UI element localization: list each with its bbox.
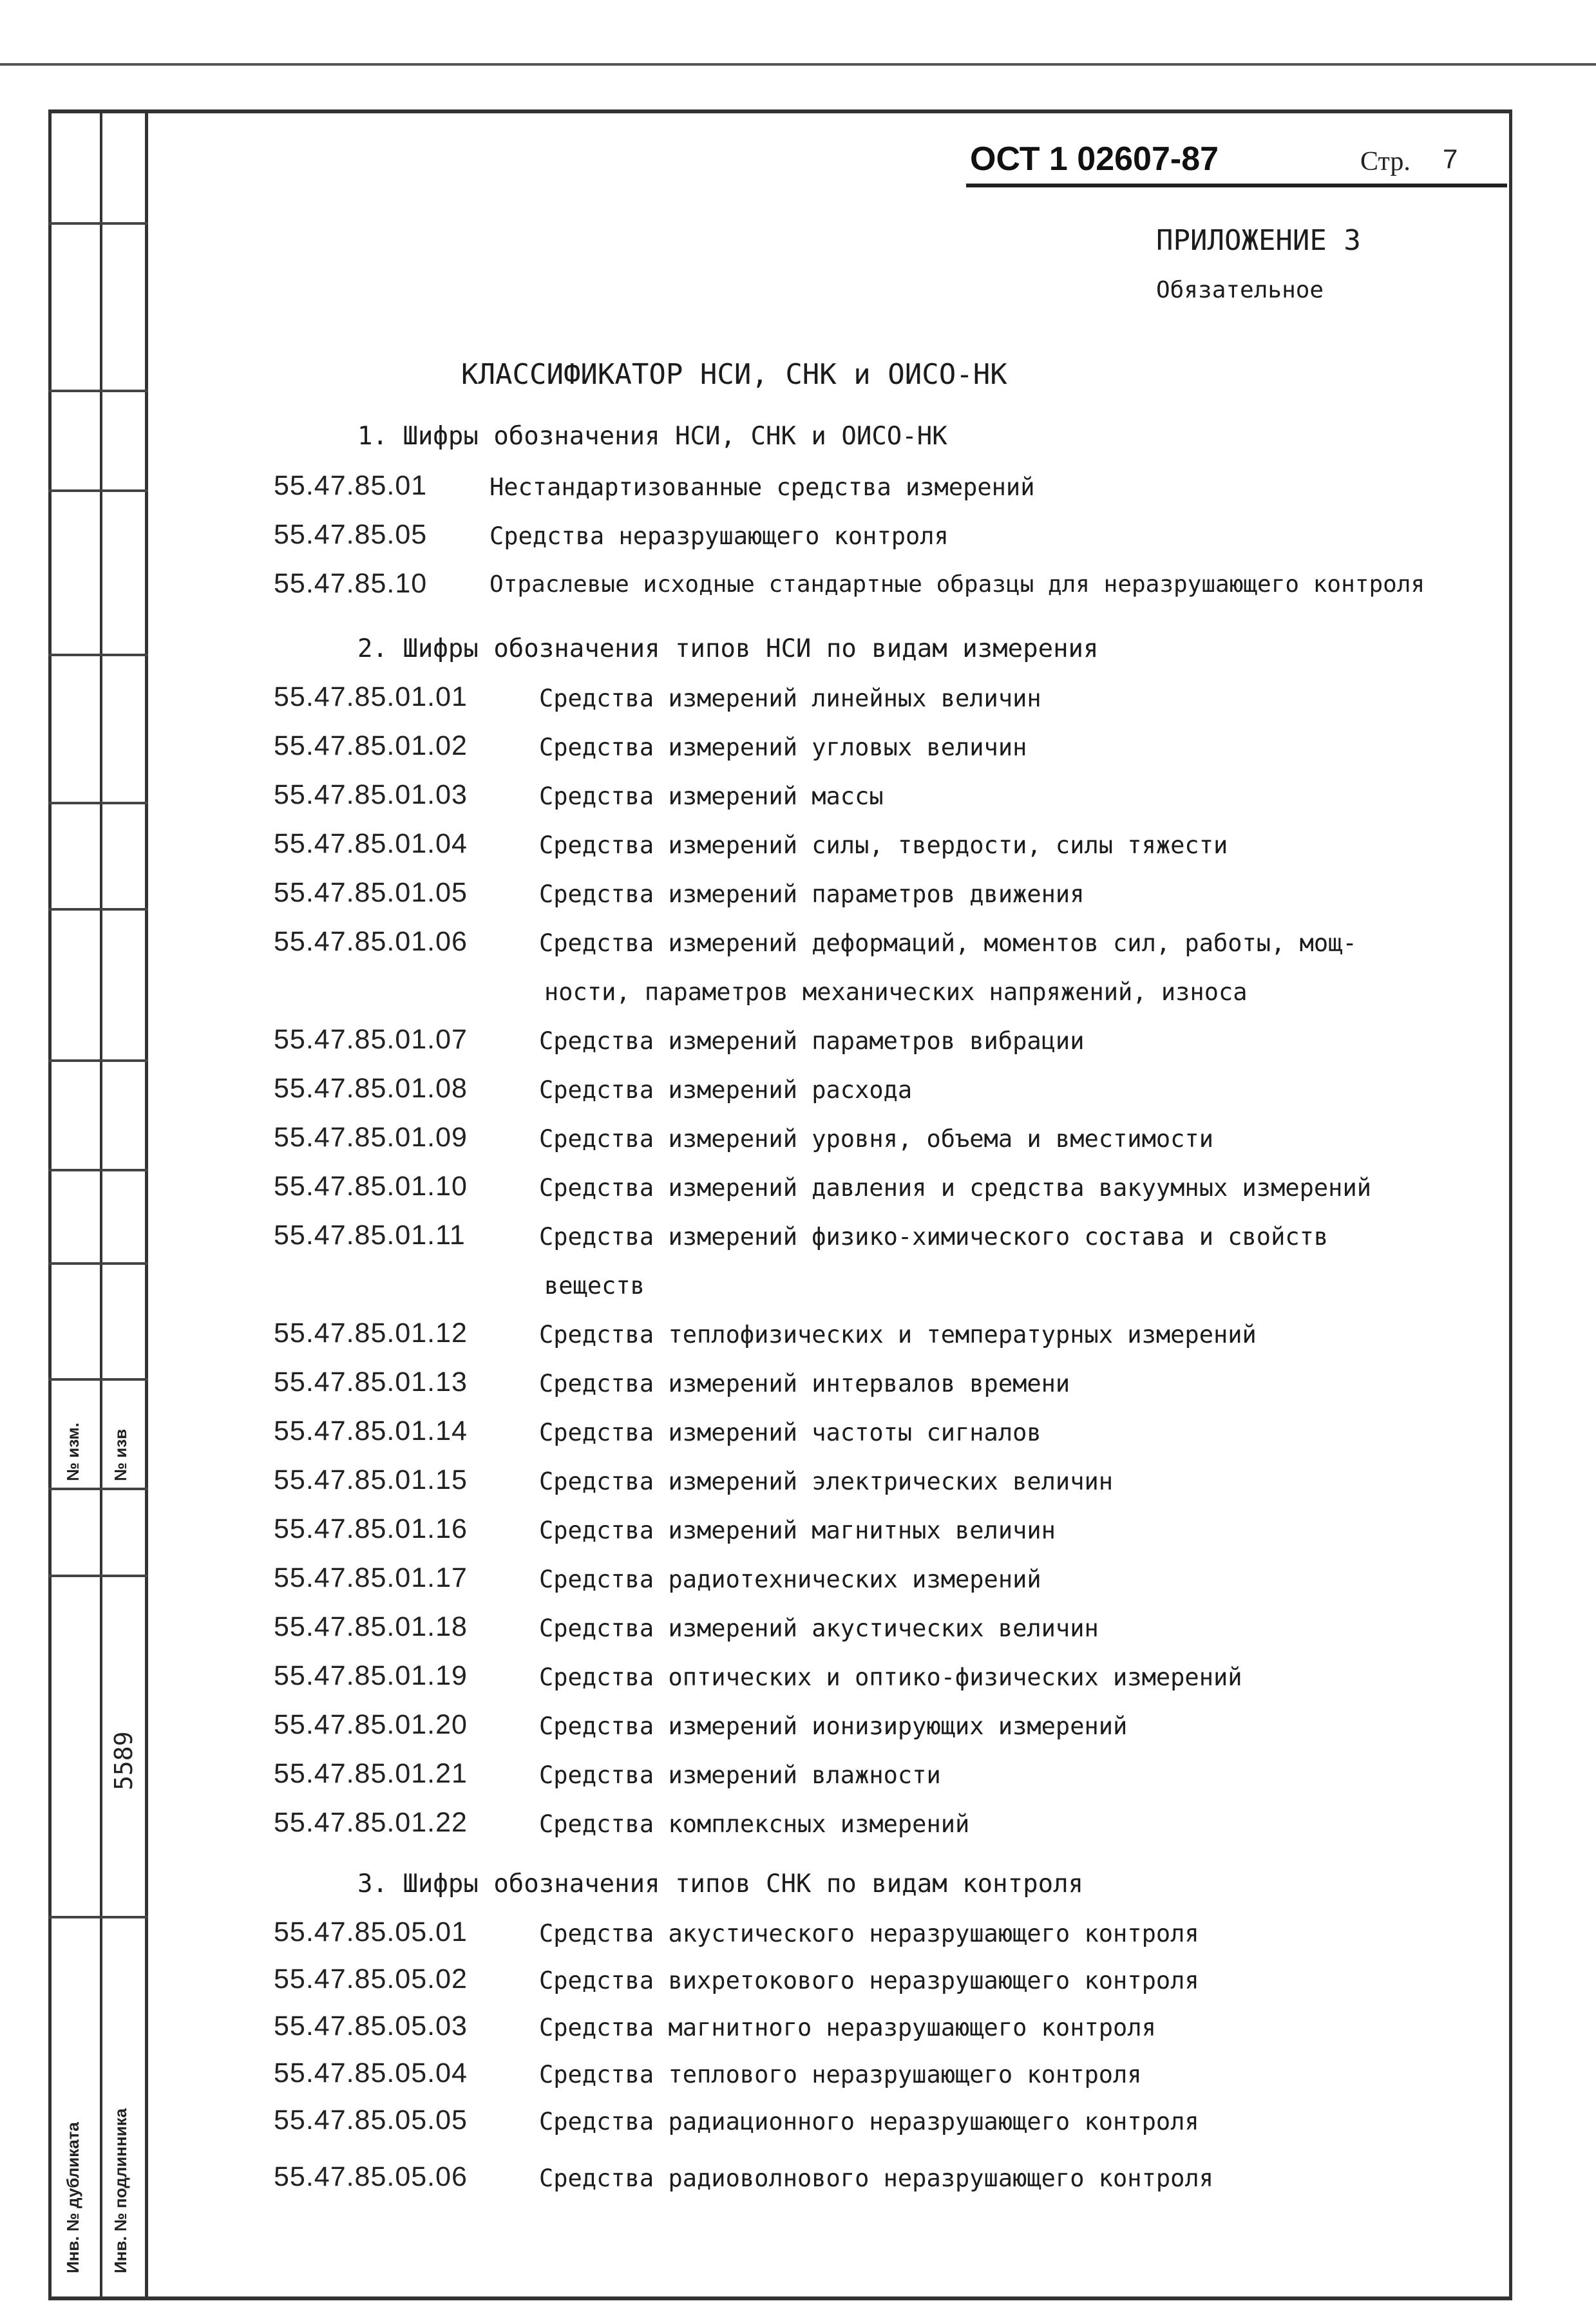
strip-divider xyxy=(48,390,148,392)
classifier-code: 55.47.85.01.16 xyxy=(274,1513,468,1544)
classifier-description: Средства теплофизических и температурных измерений xyxy=(539,1321,1257,1349)
classifier-description: Средства измерений параметров движения xyxy=(539,880,1085,908)
duplicate-inventory-label: Инв. № дубликата xyxy=(63,2122,82,2273)
strip-divider xyxy=(48,1378,148,1381)
strip-divider xyxy=(48,1059,148,1062)
classifier-code: 55.47.85.01.08 xyxy=(274,1073,468,1104)
strip-divider xyxy=(48,908,148,911)
classifier-code: 55.47.85.01.18 xyxy=(274,1611,468,1642)
classifier-code: 55.47.85.01.09 xyxy=(274,1122,468,1153)
classifier-description: Средства измерений интервалов времени xyxy=(539,1370,1070,1397)
classifier-code: 55.47.85.01.07 xyxy=(274,1024,468,1055)
document-header xyxy=(966,132,1507,187)
section-heading: 3. Шифры обозначения типов СНК по видам контроля xyxy=(357,1870,1084,1898)
classifier-code: 55.47.85.01.02 xyxy=(274,730,468,761)
document-code: ОСТ 1 02607-87 xyxy=(970,140,1219,178)
classifier-description: Средства измерений параметров вибрации xyxy=(539,1027,1085,1055)
classifier-code: 55.47.85.10 xyxy=(274,568,428,599)
classifier-description: Средства вихретокового неразрушающего контроля xyxy=(539,1967,1199,1994)
classifier-description: Средства измерений угловых величин xyxy=(539,734,1027,761)
classifier-description: Средства комплексных измерений xyxy=(539,1810,970,1838)
classifier-code: 55.47.85.01.11 xyxy=(274,1220,466,1251)
notice-number-label: № изв xyxy=(111,1428,130,1481)
appendix-status: Обязательное xyxy=(1156,277,1324,303)
strip-divider xyxy=(48,802,148,804)
classifier-code: 55.47.85.05.01 xyxy=(274,1917,468,1947)
classifier-description: Средства радиоволнового неразрушающего контроля xyxy=(539,2164,1213,2192)
classifier-code: 55.47.85.01.05 xyxy=(274,877,468,908)
classifier-code: 55.47.85.05.06 xyxy=(274,2161,468,2192)
classifier-description: Средства неразрушающего контроля xyxy=(489,522,949,550)
classifier-description-continued: веществ xyxy=(544,1272,645,1300)
strip-divider xyxy=(48,654,148,656)
classifier-description: Средства измерений линейных величин xyxy=(539,685,1041,712)
strip-divider xyxy=(48,1916,148,1918)
strip-border-right xyxy=(145,109,148,2296)
classifier-description: Средства измерений уровня, объема и вместимости xyxy=(539,1125,1213,1153)
classifier-code: 55.47.85.01.10 xyxy=(274,1171,468,1202)
classifier-code: 55.47.85.01.22 xyxy=(274,1807,468,1838)
section-heading: 1. Шифры обозначения НСИ, СНК и ОИСО-НК xyxy=(357,422,947,451)
page-label: Стр. xyxy=(1360,147,1411,176)
original-inventory-label: Инв. № подлинника xyxy=(111,2108,130,2273)
strip-divider xyxy=(48,1262,148,1265)
classifier-code: 55.47.85.01.03 xyxy=(274,779,468,810)
change-number-label: № изм. xyxy=(63,1423,82,1481)
classifier-code: 55.47.85.01.15 xyxy=(274,1464,468,1495)
strip-border-left xyxy=(48,109,52,2296)
strip-divider xyxy=(48,222,148,225)
classifier-description: Средства магнитного неразрушающего контроля xyxy=(539,2014,1156,2041)
classifier-description: Средства измерений давления и средства вакуумных измерений xyxy=(539,1174,1372,1202)
classifier-description: Средства измерений акустических величин xyxy=(539,1614,1099,1642)
classifier-description: Средства радиотехнических измерений xyxy=(539,1566,1041,1593)
classifier-description: Средства измерений массы xyxy=(539,782,884,810)
classifier-description: Средства измерений расхода xyxy=(539,1076,913,1104)
strip-divider xyxy=(48,1575,148,1577)
classifier-description: Средства измерений частоты сигналов xyxy=(539,1419,1041,1446)
classifier-description: Средства теплового неразрушающего контроля xyxy=(539,2061,1142,2088)
appendix-title: ПРИЛОЖЕНИЕ 3 xyxy=(1156,224,1361,257)
classifier-description-continued: ности, параметров механических напряжений, износа xyxy=(544,978,1248,1006)
classifier-code: 55.47.85.01 xyxy=(274,470,428,501)
classifier-description: Средства измерений магнитных величин xyxy=(539,1517,1056,1544)
classifier-description: Средства измерений электрических величин xyxy=(539,1468,1114,1495)
classifier-description: Средства измерений влажности xyxy=(539,1761,941,1789)
classifier-description: Средства акустического неразрушающего контроля xyxy=(539,1920,1199,1947)
original-inventory-number: 5589 xyxy=(109,1731,138,1790)
classifier-code: 55.47.85.05.02 xyxy=(274,1964,468,1994)
classifier-code: 55.47.85.05.03 xyxy=(274,2011,468,2041)
classifier-code: 55.47.85.01.21 xyxy=(274,1758,468,1789)
top-rule xyxy=(0,63,1596,66)
strip-divider xyxy=(48,1169,148,1171)
classifier-code: 55.47.85.05.05 xyxy=(274,2105,468,2135)
classifier-code: 55.47.85.01.19 xyxy=(274,1660,468,1691)
strip-border-middle xyxy=(100,109,102,2296)
classifier-description: Средства измерений деформаций, моментов сил, работы, мощ- xyxy=(539,929,1357,957)
classifier-code: 55.47.85.01.01 xyxy=(274,681,468,712)
classifier-code: 55.47.85.01.06 xyxy=(274,926,468,957)
classifier-code: 55.47.85.01.13 xyxy=(274,1367,468,1397)
classifier-description: Средства измерений ионизирующих измерений xyxy=(539,1712,1128,1740)
classifier-description: Средства измерений силы, твердости, силы тяжести xyxy=(539,831,1228,859)
classifier-code: 55.47.85.01.14 xyxy=(274,1415,468,1446)
document-title: КЛАССИФИКАТОР НСИ, СНК и ОИСО-НК xyxy=(461,358,1007,391)
classifier-description: Средства оптических и оптико-физических измерений xyxy=(539,1663,1242,1691)
strip-divider xyxy=(48,489,148,492)
section-heading: 2. Шифры обозначения типов НСИ по видам измерения xyxy=(357,634,1099,663)
classifier-code: 55.47.85.05.04 xyxy=(274,2058,468,2088)
strip-divider xyxy=(48,1488,148,1490)
classifier-description: Средства радиационного неразрушающего контроля xyxy=(539,2108,1199,2135)
classifier-code: 55.47.85.01.17 xyxy=(274,1562,468,1593)
classifier-description: Нестандартизованные средства измерений xyxy=(489,473,1035,501)
classifier-code: 55.47.85.01.12 xyxy=(274,1318,468,1349)
classifier-code: 55.47.85.01.04 xyxy=(274,828,468,859)
classifier-code: 55.47.85.05 xyxy=(274,519,428,550)
classifier-description: Средства измерений физико-химического состава и свойств xyxy=(539,1223,1329,1251)
page-number: 7 xyxy=(1443,144,1458,174)
classifier-description: Отраслевые исходные стандартные образцы для неразрушающего контроля xyxy=(489,571,1425,598)
classifier-code: 55.47.85.01.20 xyxy=(274,1709,468,1740)
